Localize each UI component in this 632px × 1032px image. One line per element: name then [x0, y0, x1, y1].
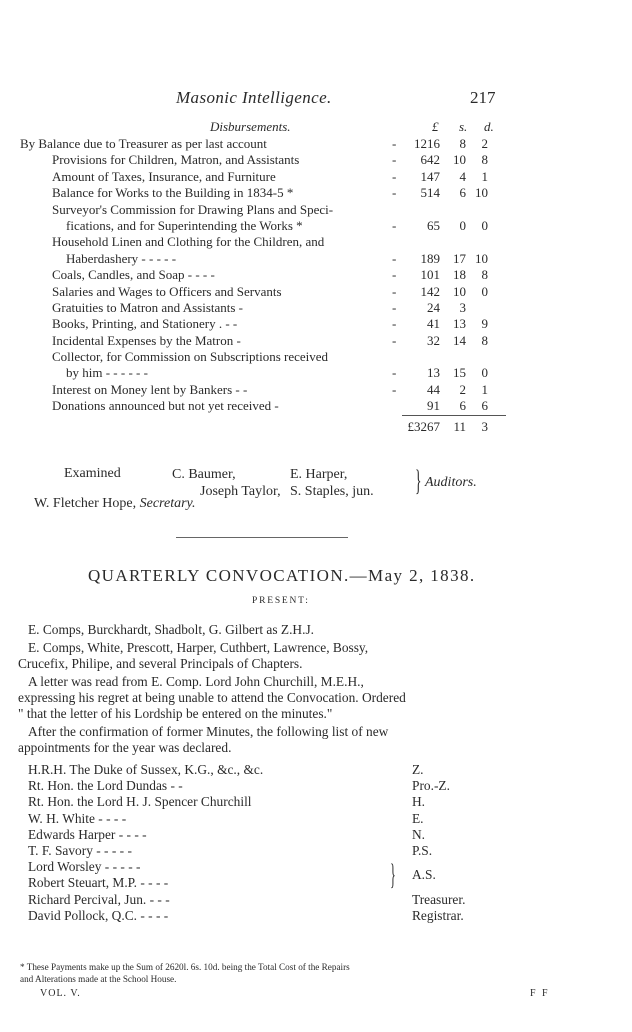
officer-role: P.S. — [412, 842, 433, 858]
shillings-value: 13 — [453, 316, 466, 332]
officer-row — [28, 827, 588, 843]
total-line — [20, 419, 620, 435]
account-line — [20, 300, 620, 316]
account-description: Donations announced but not yet received - — [52, 398, 279, 414]
officer-row — [28, 908, 588, 924]
account-line — [20, 284, 620, 300]
pounds-value: 44 — [427, 381, 440, 397]
account-description: Provisions for Children, Matron, and Assistants — [52, 152, 300, 168]
account-description: fications, and for Superintending the Works * — [66, 217, 303, 233]
officer-name: Rt. Hon. the Lord H. J. Spencer Churchill — [28, 794, 252, 810]
paragraph-1 — [18, 622, 618, 638]
officer-name: Richard Percival, Jun. - - - — [28, 891, 170, 907]
account-line — [20, 152, 620, 168]
account-description: Salaries and Wages to Officers and Servants — [52, 283, 282, 299]
shillings-value: 2 — [459, 381, 466, 397]
officers-list — [28, 762, 588, 924]
pence-value: 8 — [481, 152, 488, 168]
account-line — [20, 365, 620, 381]
pounds-column-heading: £ — [432, 119, 439, 134]
text-line: A letter was read from E. Comp. Lord John Churchill, M.E.H., — [28, 674, 364, 689]
pence-value: 1 — [481, 381, 488, 397]
officer-name: Lord Worsley - - - - - — [28, 859, 141, 875]
shillings-value: 6 — [459, 398, 466, 414]
pounds-value: 91 — [427, 398, 440, 414]
officer-name: David Pollock, Q.C. - - - - — [28, 907, 169, 923]
pounds-value: 24 — [427, 299, 440, 315]
pounds-value: 147 — [420, 168, 440, 184]
leader-dash: - — [392, 283, 397, 299]
account-line — [20, 202, 620, 218]
footnote — [20, 962, 620, 985]
officer-row — [28, 811, 588, 827]
pence-value: 6 — [481, 398, 488, 414]
officer-name: Rt. Hon. the Lord Dundas - - — [28, 778, 183, 794]
officer-role: Treasurer. — [412, 891, 466, 907]
secretary-line — [34, 496, 195, 512]
total-rule — [402, 415, 506, 416]
officer-row — [28, 778, 588, 794]
leader-dash: - — [392, 168, 397, 184]
leader-dash: - — [392, 267, 397, 283]
account-line — [20, 234, 620, 250]
account-line — [20, 169, 620, 185]
shillings-value: 15 — [453, 365, 466, 381]
account-description: Incidental Expenses by the Matron - — [52, 332, 241, 348]
account-line — [20, 218, 620, 234]
secretary-title: Secretary. — [139, 496, 196, 511]
pence-value: 8 — [481, 332, 488, 348]
leader-dash: - — [392, 136, 397, 151]
account-description: Amount of Taxes, Insurance, and Furniture — [52, 168, 276, 184]
account-line — [20, 185, 620, 201]
account-description: By Balance due to Treasurer as per last account — [20, 136, 267, 151]
present-label: PRESENT: — [252, 596, 310, 606]
leader-dash: - — [392, 217, 397, 233]
paragraph-2 — [18, 640, 618, 672]
paragraph-3 — [18, 674, 618, 723]
account-description: Gratuities to Matron and Assistants - — [52, 299, 244, 315]
examined-label: Examined — [64, 466, 121, 481]
officer-role: E. — [412, 810, 424, 826]
account-description: Books, Printing, and Stationery . - - — [52, 316, 238, 332]
officer-role: H. — [412, 794, 426, 810]
shillings-value: 18 — [453, 267, 466, 283]
officer-row — [28, 843, 588, 859]
leader-dash: - — [392, 185, 397, 201]
convocation-title: QUARTERLY CONVOCATION.—May 2, 1838. — [88, 566, 476, 585]
officer-name: W. H. White - - - - — [28, 810, 127, 826]
total-pounds: £3267 — [407, 418, 440, 434]
pence-column-heading: d. — [484, 119, 494, 134]
officer-name: Robert Steuart, M.P. - - - - — [28, 875, 169, 891]
auditors-column-2 — [290, 466, 374, 500]
footnote-line: * These Payments make up the Sum of 2620l. 6s. 10d. being the Total Cost of the Repairs — [20, 962, 350, 972]
footnote-line: and Alterations made at the School House. — [20, 973, 177, 984]
leader-dash: - — [392, 381, 397, 397]
pounds-value: 142 — [420, 283, 440, 299]
leader-dash: - — [392, 250, 397, 266]
leader-dash: - — [392, 299, 397, 315]
text-line: " that the letter of his Lordship be entered on the minutes." — [18, 706, 333, 722]
pence-value: 10 — [475, 185, 488, 201]
officer-row — [28, 875, 588, 891]
auditor-name: Joseph Taylor, — [200, 484, 281, 499]
officer-role: N. — [412, 826, 426, 842]
account-line — [20, 333, 620, 349]
account-line — [20, 251, 620, 267]
shillings-value: 10 — [453, 152, 466, 168]
pounds-value: 1216 — [414, 136, 440, 151]
pence-value: 0 — [481, 217, 488, 233]
account-description: Balance for Works to the Building in 1834-5 * — [52, 185, 294, 201]
text-line: After the confirmation of former Minutes, the following list of new — [28, 724, 389, 739]
text-line: appointments for the year was declared. — [18, 740, 232, 756]
account-line — [20, 267, 620, 283]
running-title: Masonic Intelligence. — [176, 88, 332, 107]
officer-row — [28, 794, 588, 810]
page-number: 217 — [470, 88, 496, 107]
officer-row — [28, 762, 588, 778]
text-line: E. Comps, White, Prescott, Harper, Cuthbert, Lawrence, Bossy, — [28, 640, 369, 655]
pence-value: 1 — [481, 168, 488, 184]
total-pence: 3 — [481, 418, 488, 434]
shillings-value: 6 — [459, 185, 466, 201]
pence-value: 9 — [481, 316, 488, 332]
section-divider — [176, 537, 348, 538]
pounds-value: 514 — [420, 185, 440, 201]
sheet-signature: F F — [530, 988, 550, 999]
pence-value: 8 — [481, 267, 488, 283]
pence-value: 0 — [481, 283, 488, 299]
account-description: Surveyor's Commission for Drawing Plans and Speci- — [52, 201, 334, 217]
auditor-name: S. Staples, jun. — [290, 484, 374, 499]
pounds-value: 101 — [420, 267, 440, 283]
account-description: Coals, Candles, and Soap - - - - — [52, 267, 215, 283]
officer-name: T. F. Savory - - - - - — [28, 842, 132, 858]
account-description: Collector, for Commission on Subscriptions received — [52, 349, 329, 365]
text-line: expressing his regret at being unable to attend the Convocation. Ordered — [18, 690, 406, 706]
pounds-value: 189 — [420, 250, 440, 266]
text-line: Crucefix, Philipe, and several Principals of Chapters. — [18, 656, 303, 672]
pounds-value: 32 — [427, 332, 440, 348]
auditor-name: C. Baumer, — [172, 467, 236, 482]
shillings-value: 8 — [459, 136, 466, 151]
account-description: Haberdashery - - - - - — [66, 250, 177, 266]
pounds-value: 41 — [427, 316, 440, 332]
auditors-brace: } — [415, 464, 422, 497]
paragraph-4 — [18, 724, 618, 756]
account-line — [20, 136, 620, 152]
text-line: E. Comps, Burckhardt, Shadbolt, G. Gilbert as Z.H.J. — [28, 622, 315, 637]
account-description: by him - - - - - - — [66, 365, 148, 381]
pence-value: 0 — [481, 365, 488, 381]
account-line — [20, 349, 620, 365]
shillings-value: 3 — [459, 299, 466, 315]
officer-role: Z. — [412, 762, 424, 777]
officer-role: Pro.-Z. — [412, 778, 450, 794]
pounds-value: 642 — [420, 152, 440, 168]
disbursements-table — [20, 136, 620, 435]
leader-dash: - — [392, 316, 397, 332]
shillings-value: 14 — [453, 332, 466, 348]
account-description: Household Linen and Clothing for the Children, and — [52, 234, 325, 250]
auditors-label: Auditors. — [425, 475, 477, 490]
officer-row — [28, 892, 588, 908]
pence-value: 2 — [481, 136, 488, 151]
pounds-value: 13 — [427, 365, 440, 381]
leader-dash: - — [392, 152, 397, 168]
auditors-column-1 — [172, 466, 281, 500]
account-line — [20, 398, 620, 414]
shillings-value: 17 — [453, 250, 466, 266]
volume-signature: VOL. V. — [40, 988, 81, 999]
pence-value: 10 — [475, 250, 488, 266]
shillings-column-heading: s. — [459, 119, 468, 134]
officer-brace: } — [390, 858, 396, 892]
account-line — [20, 316, 620, 332]
officer-name: Edwards Harper - - - - — [28, 826, 147, 842]
leader-dash: - — [392, 365, 397, 381]
shillings-value: 0 — [459, 217, 466, 233]
officer-name: H.R.H. The Duke of Sussex, K.G., &c., &c. — [28, 762, 264, 777]
account-line — [20, 382, 620, 398]
shillings-value: 4 — [459, 168, 466, 184]
secretary-name: W. Fletcher Hope, — [34, 496, 137, 511]
officer-role: Registrar. — [412, 907, 464, 923]
leader-dash: - — [392, 332, 397, 348]
total-shillings: 11 — [453, 418, 466, 434]
auditor-name: E. Harper, — [290, 467, 348, 482]
officer-role: A.S. — [412, 867, 436, 883]
disbursements-heading: Disbursements. — [210, 119, 291, 134]
shillings-value: 10 — [453, 283, 466, 299]
account-description: Interest on Money lent by Bankers - - — [52, 381, 248, 397]
pounds-value: 65 — [427, 217, 440, 233]
